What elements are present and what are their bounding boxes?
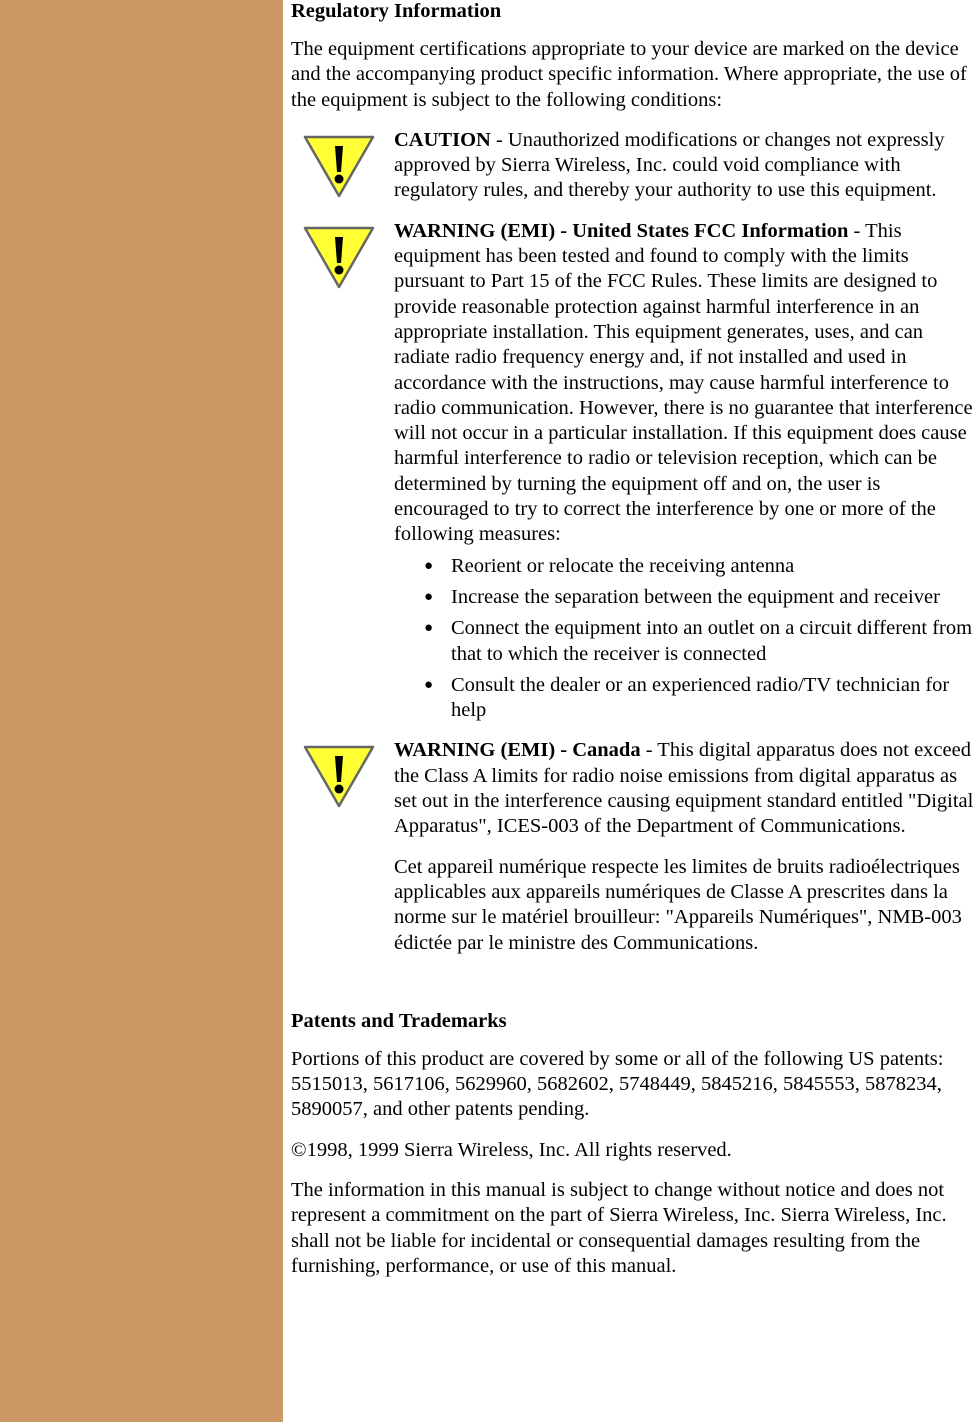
copyright-text: ©1998, 1999 Sierra Wireless, Inc. All rights reserved.	[291, 1138, 732, 1161]
regulatory-heading: Regulatory Information	[291, 0, 502, 22]
list-item: ● Connect the equipment into an outlet on a circuit different from that to which the receiver is connected	[424, 617, 973, 665]
canada-warning-label: WARNING (EMI) - Canada	[394, 739, 641, 762]
fcc-warning-notice	[291, 219, 977, 724]
bullet-icon: ●	[424, 676, 434, 693]
fcc-measures-list	[394, 554, 977, 724]
canada-warning-notice	[291, 738, 977, 955]
canada-warning-french: Cet appareil numérique respecte les limites de bruits radioélectriques applicables aux appareils numériques de Classe A prescrites dans la norme sur le matériel brouilleur: "Appareils Numériques", NMB-003 édictée par le ministre des Communications.	[394, 855, 962, 954]
document-content	[291, 0, 977, 1279]
bullet-icon: ●	[424, 588, 434, 605]
patents-heading: Patents and Trademarks	[291, 1009, 507, 1032]
list-item: ● Reorient or relocate the receiving antenna	[451, 554, 977, 579]
caution-label: CAUTION	[394, 128, 491, 151]
fcc-warning-text	[394, 219, 977, 548]
regulatory-intro: The equipment certifications appropriate to your device are marked on the device and the accompanying product specific information. Where appropriate, the use of the equipment is subject to the following conditions:	[291, 38, 967, 111]
caution-notice	[291, 128, 977, 204]
caution-text	[394, 128, 977, 204]
list-item: ● Consult the dealer or an experienced radio/TV technician for help	[424, 673, 950, 722]
canada-warning-body: - This digital apparatus does not exceed the Class A limits for radio noise emissions from digital apparatus as set out in the interference causing equipment standard entitled "Digital Apparatus", ICES-003 of the Department of Communications.	[394, 739, 974, 838]
patents-text: Portions of this product are covered by some or all of the following US patents: 5515013, 5617106, 5629960, 5682602, 5748449, 5845216, 5845553, 5878234, 5890057, and other patents pending.	[291, 1047, 944, 1121]
caution-body: - Unauthorized modifications or changes not expressly approved by Sierra Wireless, Inc. could void compliance with regulatory rules, and thereby your authority to use this equipment.	[394, 128, 945, 202]
bullet-icon: ●	[424, 557, 434, 574]
warning-triangle-icon	[301, 744, 377, 810]
canada-warning-text	[394, 738, 977, 839]
fcc-warning-label: WARNING (EMI) - United States FCC Information	[394, 219, 849, 242]
disclaimer-text: The information in this manual is subject to change without notice and does not represent a commitment on the part of Sierra Wireless, Inc. Sierra Wireless, Inc. shall not be liable for incidental or consequential damages resulting from the furnishing, performance, or use of this manual.	[291, 1178, 947, 1277]
bullet-icon: ●	[424, 620, 434, 637]
warning-triangle-icon	[301, 225, 377, 291]
list-item: ● Increase the separation between the equipment and receiver	[451, 585, 977, 610]
warning-triangle-icon	[301, 134, 377, 200]
left-sidebar	[0, 0, 283, 1422]
fcc-warning-body: - This equipment has been tested and found to comply with the limits pursuant to Part 15 of the FCC Rules. These limits are designed to provide reasonable protection against harmful interference in an appropriate installation. This equipment generates, uses, and can radiate radio frequency energy and, if not installed and used in accordance with the instructions, may cause harmful interference to radio communication. However, there is no guarantee that interference will not occur in a particular installation. If this equipment does cause harmful interference to radio or television reception, which can be determined by turning the equipment off and on, the user is encouraged to try to correct the interference by one or more of the following measures:	[394, 219, 973, 546]
